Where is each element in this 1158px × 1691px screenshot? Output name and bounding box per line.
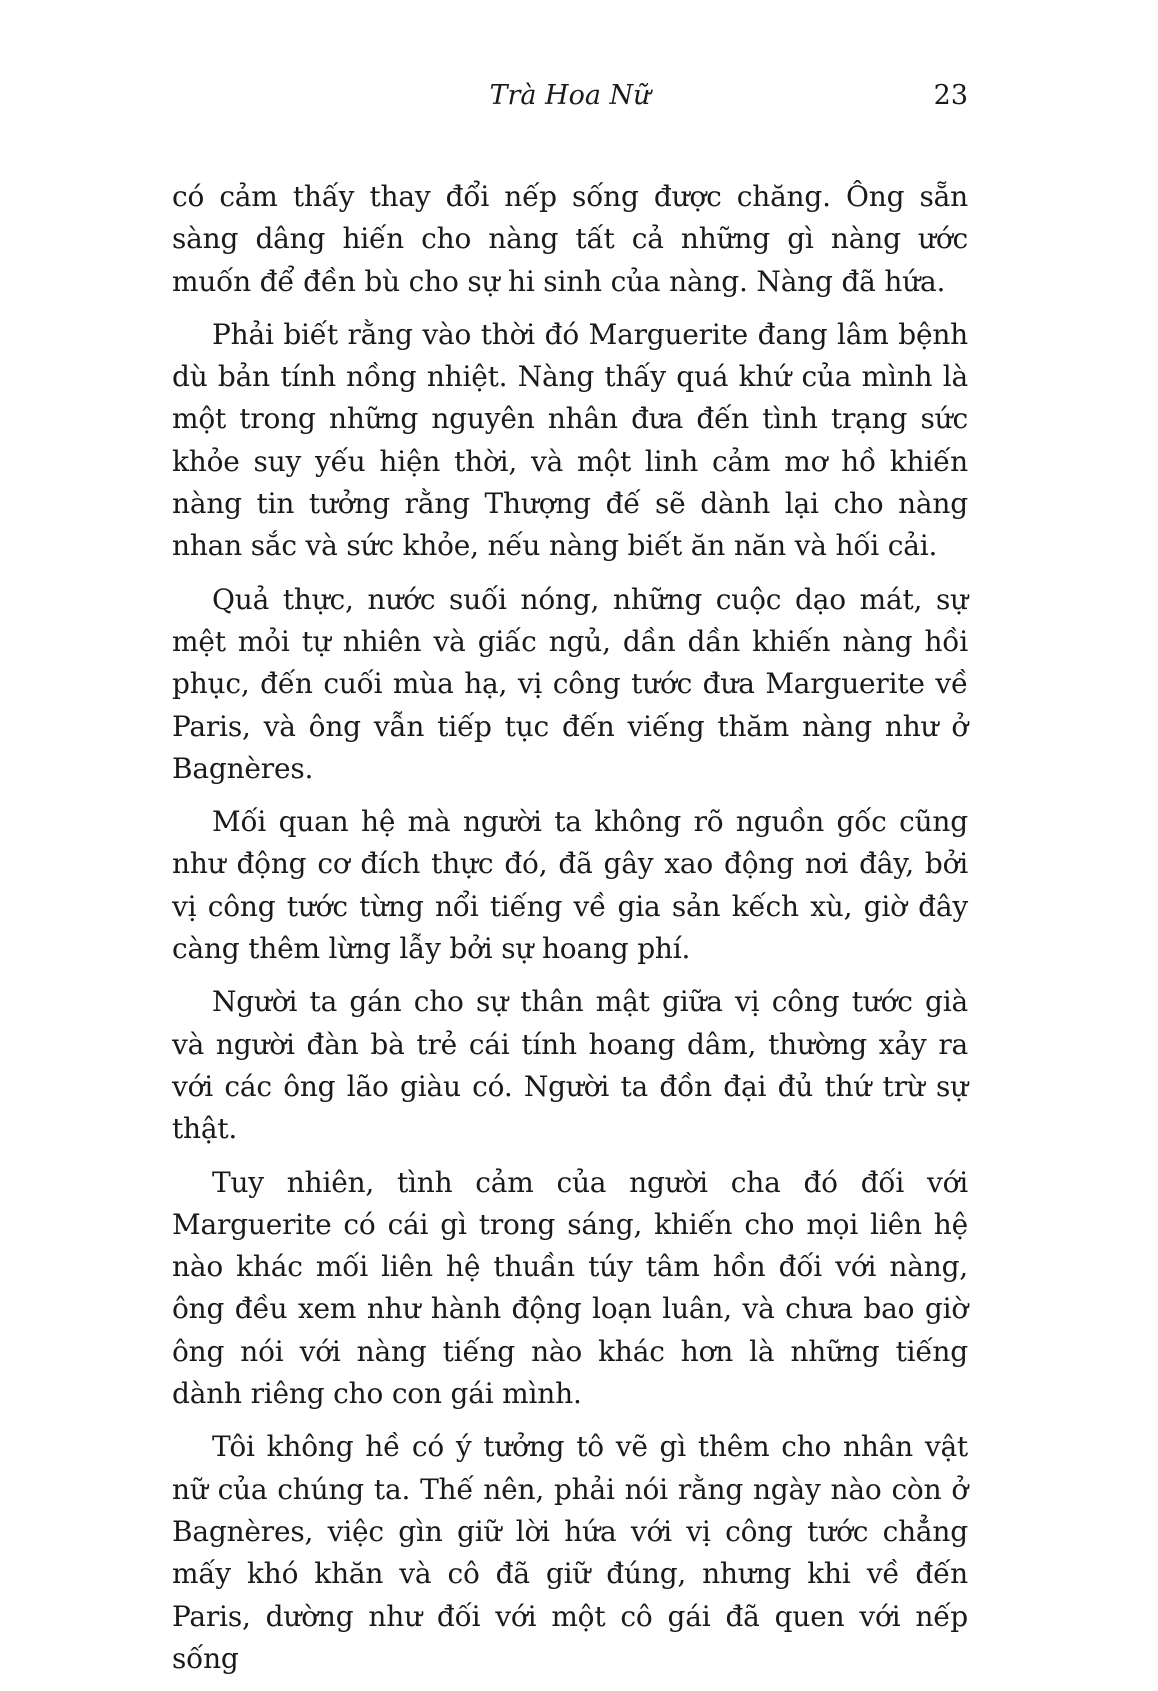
paragraph-6: Tuy nhiên, tình cảm của người cha đó đối với Marguerite có cái gì trong sáng, khiến cho mọi liên hệ nào khác mối liên hệ thuần túy tâm hồn đối với nàng, ông đều xem như hành động loạn luân, và chưa bao giờ ông nói với nàng tiếng nào khác hơn là những tiếng dành riêng cho con gái mình. (172, 1165, 968, 1411)
paragraph-1: có cảm thấy thay đổi nếp sống được chăng. Ông sẵn sàng dâng hiến cho nàng tất cả những gì nàng ước muốn để đền bù cho sự hi sinh của nàng. Nàng đã hứa. (172, 180, 968, 298)
page-number: 23 (933, 80, 968, 111)
paragraph-3: Quả thực, nước suối nóng, những cuộc dạo mát, sự mệt mỏi tự nhiên và giấc ngủ, dần dần khiến nàng hồi phục, đến cuối mùa hạ, vị công tước đưa Marguerite về Paris, và ông vẫn tiếp tục đến viếng thăm nàng như ở Bagnères. (172, 582, 968, 785)
body-text (172, 176, 968, 1691)
paragraph-2: Phải biết rằng vào thời đó Marguerite đang lâm bệnh dù bản tính nồng nhiệt. Nàng thấy quá khứ của mình là một trong những nguyên nhân đưa đến tình trạng sức khỏe suy yếu hiện thời, và một linh cảm mơ hồ khiến nàng tin tưởng rằng Thượng đế sẽ dành lại cho nàng nhan sắc và sức khỏe, nếu nàng biết ăn năn và hối cải. (172, 317, 968, 563)
book-title: Trà Hoa Nữ (489, 80, 651, 111)
paragraph-4: Mối quan hệ mà người ta không rõ nguồn gốc cũng như động cơ đích thực đó, đã gây xao động nơi đây, bởi vị công tước từng nổi tiếng về gia sản kếch xù, giờ đây càng thêm lừng lẫy bởi sự hoang phí. (172, 805, 968, 966)
paragraph-7: Tôi không hề có ý tưởng tô vẽ gì thêm cho nhân vật nữ của chúng ta. Thế nên, phải nói rằng ngày nào còn ở Bagnères, việc gìn giữ lời hứa với vị công tước chẳng mấy khó khăn và cô đã giữ đúng, nhưng khi về đến Paris, dường như đối với một cô gái đã quen với nếp sống (172, 1430, 968, 1675)
paragraph-5: Người ta gán cho sự thân mật giữa vị công tước già và người đàn bà trẻ cái tính hoang dâm, thường xảy ra với các ông lão giàu có. Người ta đồn đại đủ thứ trừ sự thật. (172, 985, 968, 1146)
running-header (172, 76, 968, 116)
